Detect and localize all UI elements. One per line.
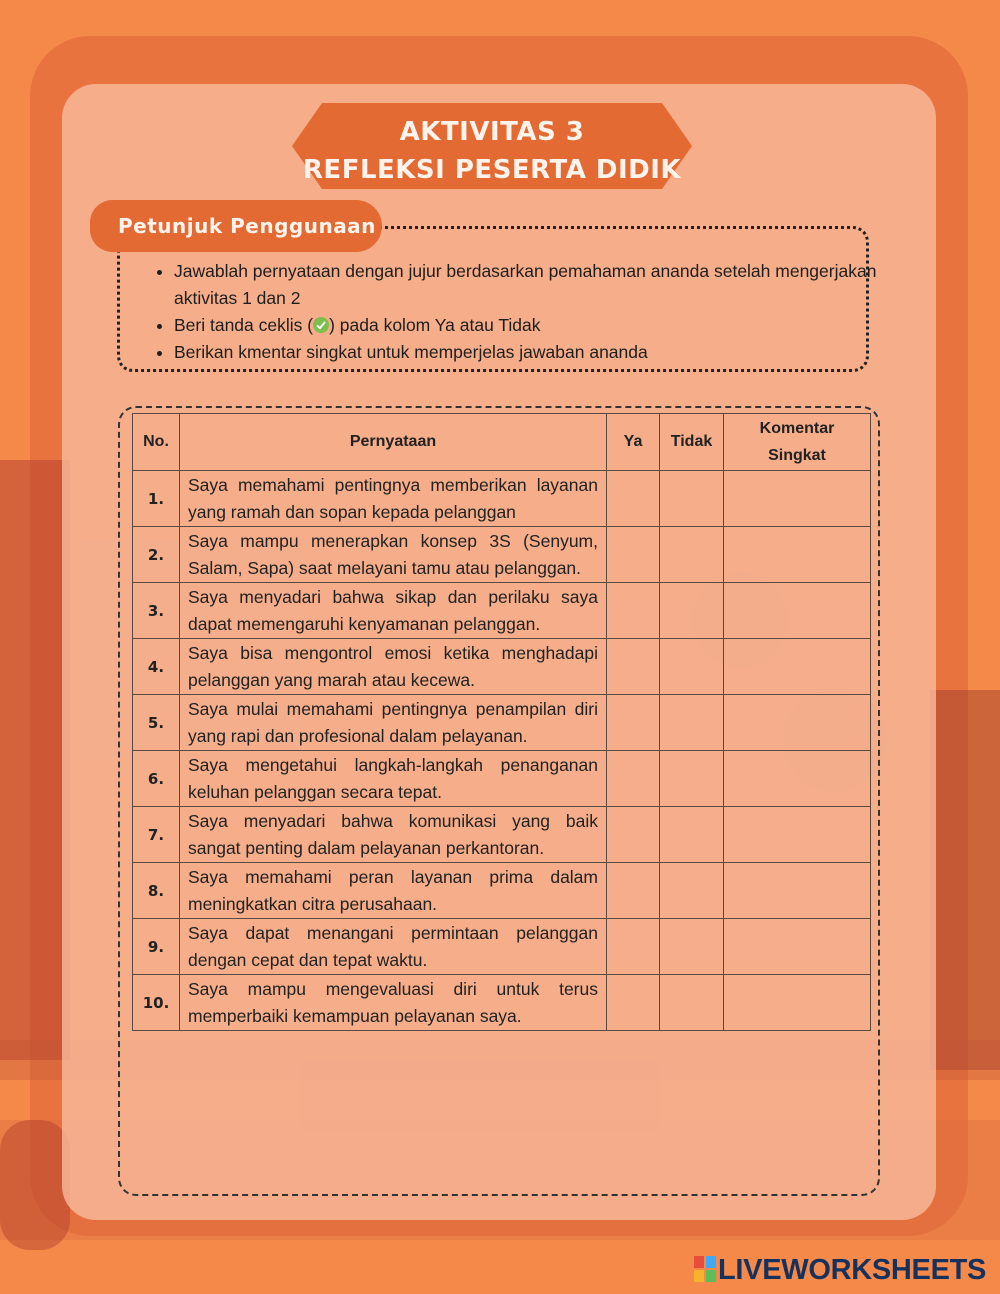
header-yes: Ya — [607, 414, 660, 471]
liveworksheets-logo-icon — [694, 1256, 716, 1282]
check-icon — [313, 317, 329, 333]
table-row — [133, 527, 871, 583]
comment-cell[interactable] — [724, 583, 871, 639]
row-statement: Saya mengetahui langkah-langkah penanganan keluhan pelanggan secara tepat. — [180, 751, 607, 807]
no-cell[interactable] — [660, 863, 724, 919]
comment-cell[interactable] — [724, 751, 871, 807]
header-no: No. — [133, 414, 180, 471]
table-row — [133, 695, 871, 751]
row-statement: Saya mampu mengevaluasi diri untuk terus memperbaiki kemampuan pelayanan saya. — [180, 975, 607, 1031]
banner-subtitle: REFLEKSI PESERTA DIDIK — [302, 155, 682, 185]
row-statement: Saya menyadari bahwa sikap dan perilaku saya dapat memengaruhi kenyamanan pelanggan. — [180, 583, 607, 639]
reflection-table — [132, 413, 871, 1031]
no-cell[interactable] — [660, 919, 724, 975]
header-no-answer: Tidak — [660, 414, 724, 471]
no-cell[interactable] — [660, 807, 724, 863]
instruction-item: • Beri tanda ceklis ( ) pada kolom Ya atau Tidak — [174, 312, 882, 339]
logo-text: LIVEWORKSHEETS — [718, 1254, 987, 1286]
yes-cell[interactable] — [607, 583, 660, 639]
row-statement: Saya bisa mengontrol emosi ketika menghadapi pelanggan yang marah atau kecewa. — [180, 639, 607, 695]
table-row — [133, 583, 871, 639]
liveworksheets-logo[interactable] — [694, 1252, 994, 1288]
row-number: 2. — [133, 527, 180, 583]
comment-cell[interactable] — [724, 527, 871, 583]
table-header-row — [133, 414, 871, 471]
comment-cell[interactable] — [724, 807, 871, 863]
table-row — [133, 807, 871, 863]
instruction-item: • Berikan kmentar singkat untuk memperjelas jawaban ananda — [174, 339, 882, 366]
banner-title: AKTIVITAS 3 — [399, 117, 585, 147]
yes-cell[interactable] — [607, 863, 660, 919]
row-number: 1. — [133, 471, 180, 527]
row-statement: Saya memahami pentingnya memberikan layanan yang ramah dan sopan kepada pelanggan — [180, 471, 607, 527]
activity-banner — [292, 103, 692, 189]
header-statement: Pernyataan — [180, 414, 607, 471]
row-statement: Saya mulai memahami pentingnya penampilan diri yang rapi dan profesional dalam pelayanan. — [180, 695, 607, 751]
row-number: 3. — [133, 583, 180, 639]
no-cell[interactable] — [660, 695, 724, 751]
table-row — [133, 639, 871, 695]
comment-cell[interactable] — [724, 639, 871, 695]
table-row — [133, 975, 871, 1031]
row-statement: Saya memahami peran layanan prima dalam meningkatkan citra perusahaan. — [180, 863, 607, 919]
no-cell[interactable] — [660, 975, 724, 1031]
no-cell[interactable] — [660, 751, 724, 807]
row-statement: Saya menyadari bahwa komunikasi yang baik sangat penting dalam pelayanan perkantoran. — [180, 807, 607, 863]
comment-cell[interactable] — [724, 863, 871, 919]
header-comment: Komentar Singkat — [724, 414, 871, 471]
yes-cell[interactable] — [607, 807, 660, 863]
instruction-heading: Petunjuk Penggunaan — [90, 200, 382, 252]
yes-cell[interactable] — [607, 919, 660, 975]
yes-cell[interactable] — [607, 639, 660, 695]
yes-cell[interactable] — [607, 527, 660, 583]
table-row — [133, 863, 871, 919]
table-row — [133, 471, 871, 527]
table-row — [133, 919, 871, 975]
no-cell[interactable] — [660, 527, 724, 583]
row-number: 8. — [133, 863, 180, 919]
comment-cell[interactable] — [724, 919, 871, 975]
row-number: 9. — [133, 919, 180, 975]
table-row — [133, 751, 871, 807]
comment-cell[interactable] — [724, 695, 871, 751]
no-cell[interactable] — [660, 471, 724, 527]
instruction-item: • Jawablah pernyataan dengan jujur berdasarkan pemahaman ananda setelah mengerjakan aktivitas 1 dan 2 — [174, 258, 882, 312]
no-cell[interactable] — [660, 639, 724, 695]
row-number: 10. — [133, 975, 180, 1031]
yes-cell[interactable] — [607, 695, 660, 751]
comment-cell[interactable] — [724, 975, 871, 1031]
row-number: 4. — [133, 639, 180, 695]
yes-cell[interactable] — [607, 471, 660, 527]
yes-cell[interactable] — [607, 975, 660, 1031]
no-cell[interactable] — [660, 583, 724, 639]
row-number: 6. — [133, 751, 180, 807]
row-statement: Saya dapat menangani permintaan pelanggan dengan cepat dan tepat waktu. — [180, 919, 607, 975]
row-statement: Saya mampu menerapkan konsep 3S (Senyum, Salam, Sapa) saat melayani tamu atau pelanggan. — [180, 527, 607, 583]
instruction-list — [152, 258, 882, 366]
comment-cell[interactable] — [724, 471, 871, 527]
yes-cell[interactable] — [607, 751, 660, 807]
row-number: 7. — [133, 807, 180, 863]
row-number: 5. — [133, 695, 180, 751]
